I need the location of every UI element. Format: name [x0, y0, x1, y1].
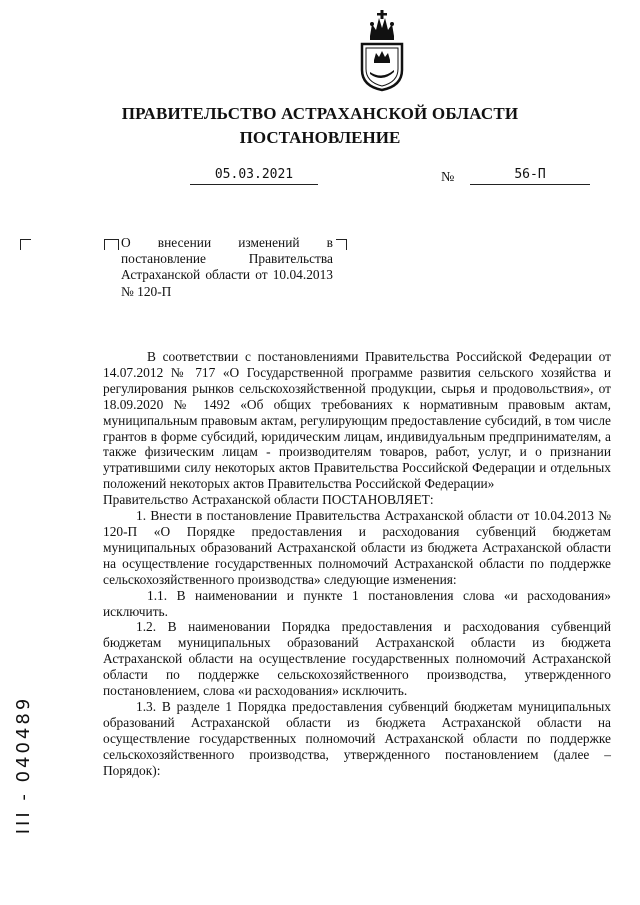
number-label: № — [441, 170, 455, 185]
document-body — [103, 349, 611, 778]
document-subject: О внесении изменений в постановление Правительства Астраханской области от 10.04.2013 № 120-П — [121, 235, 333, 299]
clause-1-1-paragraph: 1.1. В наименовании и пункте 1 постановления слова «и расходования» исключить. — [103, 587, 611, 619]
subject-close-bracket — [336, 239, 347, 250]
clause-1-paragraph: 1. Внести в постановление Правительства Астраханской области от 10.04.2013 № 120-П «О Порядке предоставления и расходования субвенций бюджетам муниципальных образований Астраханской области из бюджета Астраханской области на осуществление государственных полномочий Астраханской области по поддержке сельскохозяйственного производства» следующие изменения: — [103, 508, 611, 587]
serial-number-text: III - 040489 — [13, 695, 34, 835]
organization-title: ПРАВИТЕЛЬСТВО АСТРАХАНСКОЙ ОБЛАСТИ — [121, 104, 519, 123]
document-type-title: ПОСТАНОВЛЕНИЕ — [239, 128, 401, 147]
left-corner-mark — [20, 239, 31, 250]
document-date: 05.03.2021 — [190, 167, 318, 185]
preamble-paragraph: В соответствии с постановлениями Правительства Российской Федерации от 14.07.2012 № 717 «О Государственной программе развития сельского хозяйства и регулирования рынков сельскохозяйственной продукции, сырья и продовольствия», от 18.09.2020 № 1492 «Об общих требованиях к нормативным правовым актам, муниципальным правовым актам, регулирующим предоставление субсидий, в том числе грантов в форме субсидий, юридическим лицам, индивидуальным предпринимателям, а также физическим лицам - производителям товаров, работ, услуг, и о признании утратившими силу некоторых актов Правительства Российской Федерации и отдельных положений некоторых актов Правительства Российской Федерации» — [103, 349, 611, 492]
resolves-paragraph: Правительство Астраханской области ПОСТАНОВЛЯЕТ: — [103, 492, 434, 508]
clause-1-2-paragraph: 1.2. В наименовании Порядка предоставления и расходования субвенций бюджетам муниципальных образований Астраханской области из бюджета Астраханской области на осуществление государственных полномочий Астраханской области по поддержке сельскохозяйственного производства, утвержденного постановлением, слова «и расходования» исключить. — [103, 619, 611, 699]
clause-1-3-paragraph: 1.3. В разделе 1 Порядка предоставления субвенций бюджетам муниципальных образований Астраханской области из бюджета Астраханской области на осуществление государственных полномочий Астраханской области по поддержке сельскохозяйственного производства, утвержденного постановлением (далее – Порядок): — [103, 698, 611, 778]
subject-open-bracket-inner — [112, 239, 119, 250]
document-number: 56-П — [470, 167, 590, 185]
serial-number-stamp — [12, 630, 36, 900]
coat-of-arms-emblem — [356, 10, 408, 92]
